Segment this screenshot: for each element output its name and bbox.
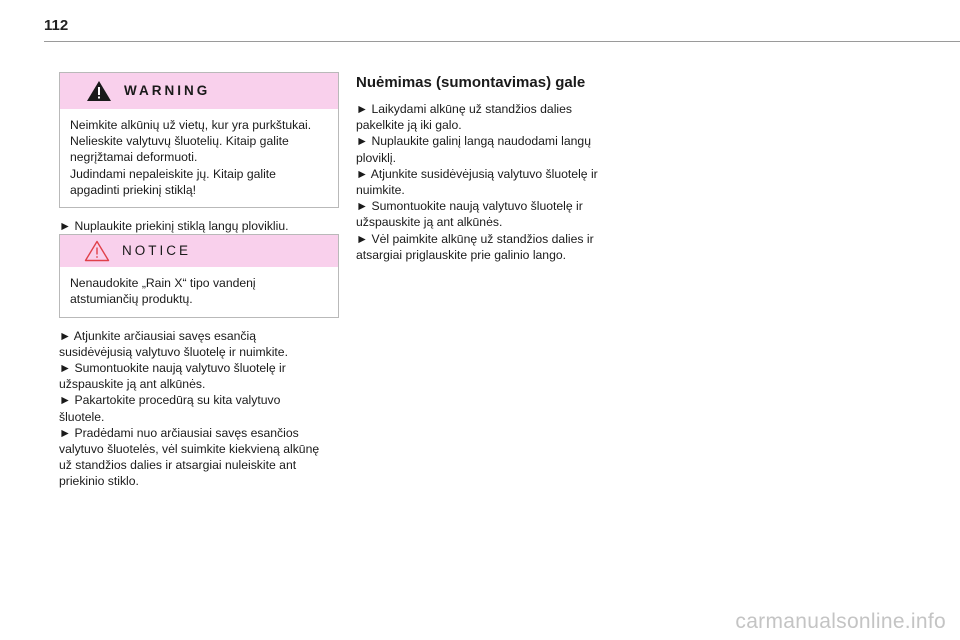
step-line: ► Vėl paimkite alkūnę už standžios dalies ir (356, 231, 594, 246)
step-line: ► Nuplaukite galinį langą naudodami langų (356, 134, 591, 149)
step-line: ► Sumontuokite naują valytuvo šluotelę ir (59, 361, 286, 376)
step-line: ► Atjunkite susidėvėjusią valytuvo šluotelę ir (356, 166, 598, 181)
step-line: ► Pakartokite procedūrą su kita valytuvo (59, 393, 281, 408)
step-line: užspauskite ją ant alkūnės. (59, 377, 206, 392)
section-heading: Nuėmimas (sumontavimas) gale (356, 74, 586, 91)
warning-box (59, 72, 339, 208)
warning-line: negrįžtamai deformuoti. (70, 150, 198, 165)
step-line: priekinio stiklo. (59, 474, 139, 489)
watermark: carmanualsonline.info (735, 610, 946, 633)
step-line: ► Sumontuokite naują valytuvo šluotelę ir (356, 199, 583, 214)
header-rule (44, 41, 960, 42)
step-line: ► Pradėdami nuo arčiausiai savęs esančios (59, 425, 299, 440)
step-line: užspauskite ją ant alkūnės. (356, 215, 503, 230)
notice-line: atstumiančių produktų. (70, 292, 193, 307)
step-line: valytuvo šluotelės, vėl suimkite kiekvieną alkūnę (59, 442, 320, 457)
notice-triangle-icon (84, 240, 110, 262)
warning-body (60, 109, 338, 207)
step-line: ► Atjunkite arčiausiai savęs esančią (59, 328, 257, 343)
warning-line: apgadinti priekinį stiklą! (70, 182, 197, 197)
step-line: ploviklį. (356, 150, 396, 165)
step-line: nuimkite. (356, 183, 405, 198)
notice-line: Nenaudokite „Rain X“ tipo vandenį (70, 276, 256, 291)
notice-title: NOTICE (122, 243, 192, 259)
warning-line: Neimkite alkūnių už vietų, kur yra purkštukai. (70, 118, 312, 132)
step-line: šluotele. (59, 409, 105, 424)
step-line: pakelkite ją iki galo. (356, 118, 462, 133)
notice-box-header (60, 235, 338, 267)
notice-box (59, 234, 339, 317)
page-number: 112 (44, 17, 69, 34)
warning-title: WARNING (124, 82, 211, 98)
warning-triangle-icon (86, 80, 112, 102)
rear-wiper-steps (356, 101, 636, 263)
step-line: susidėvėjusią valytuvo šluotelę ir nuimkite. (59, 344, 288, 359)
notice-body (60, 267, 338, 316)
warning-line: Nelieskite valytuvų šluotelių. Kitaip galite (70, 134, 289, 149)
step-wash-windscreen: ► Nuplaukite priekinį stiklą langų plovikliu. (59, 219, 289, 234)
front-wiper-steps (59, 328, 339, 490)
left-column (59, 72, 339, 490)
step-line: atsargiai priglauskite prie galinio lango. (356, 247, 567, 262)
warning-line: Judindami nepaleiskite jų. Kitaip galite (70, 166, 276, 181)
warning-box-header (60, 73, 338, 109)
step-line: už standžios dalies ir atsargiai nuleiskite ant (59, 458, 297, 473)
step-line: ► Laikydami alkūnę už standžios dalies (356, 102, 572, 116)
right-column (356, 74, 636, 263)
